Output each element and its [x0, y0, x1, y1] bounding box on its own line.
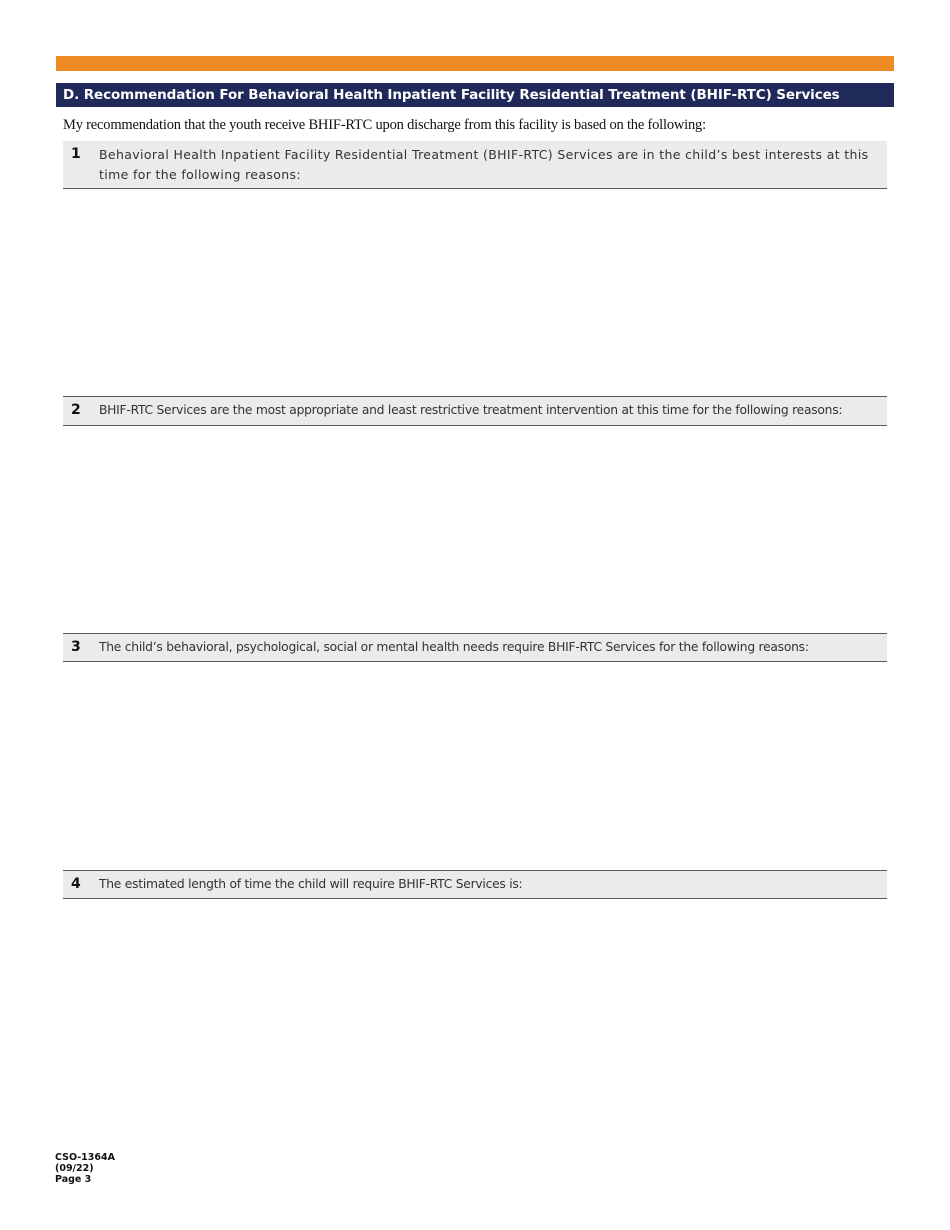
question-item-4 [63, 870, 887, 899]
question-text: The estimated length of time the child will require BHIF-RTC Services is: [99, 877, 523, 891]
answer-field-3[interactable] [63, 663, 887, 869]
accent-bar [56, 56, 894, 71]
question-item-1 [63, 141, 887, 189]
question-number: 4 [71, 876, 81, 892]
question-text: BHIF-RTC Services are the most appropriate and least restrictive treatment intervention at this time for the following reasons: [99, 403, 843, 417]
answer-field-1[interactable] [63, 190, 887, 396]
page-number: Page 3 [55, 1174, 92, 1185]
question-number: 1 [71, 146, 81, 162]
question-number: 3 [71, 639, 81, 655]
section-title: D. Recommendation For Behavioral Health Inpatient Facility Residential Treatment (BHIF-RTC) Services [56, 83, 894, 107]
answer-field-2[interactable] [63, 427, 887, 633]
question-item-2 [63, 396, 887, 426]
question-text: Behavioral Health Inpatient Facility Residential Treatment (BHIF-RTC) Services are in the child’s best interests at this time for the following reasons: [99, 147, 869, 182]
question-number: 2 [71, 402, 81, 418]
form-footer [55, 1152, 115, 1185]
form-number: CSO-1364A [55, 1152, 115, 1163]
section-intro: My recommendation that the youth receive BHIF-RTC upon discharge from this facility is based on the following: [63, 117, 706, 133]
answer-field-4[interactable] [63, 900, 887, 1140]
question-text: The child’s behavioral, psychological, social or mental health needs require BHIF-RTC Services for the following reasons: [99, 640, 809, 654]
question-item-3 [63, 633, 887, 662]
form-revision: (09/22) [55, 1163, 94, 1174]
